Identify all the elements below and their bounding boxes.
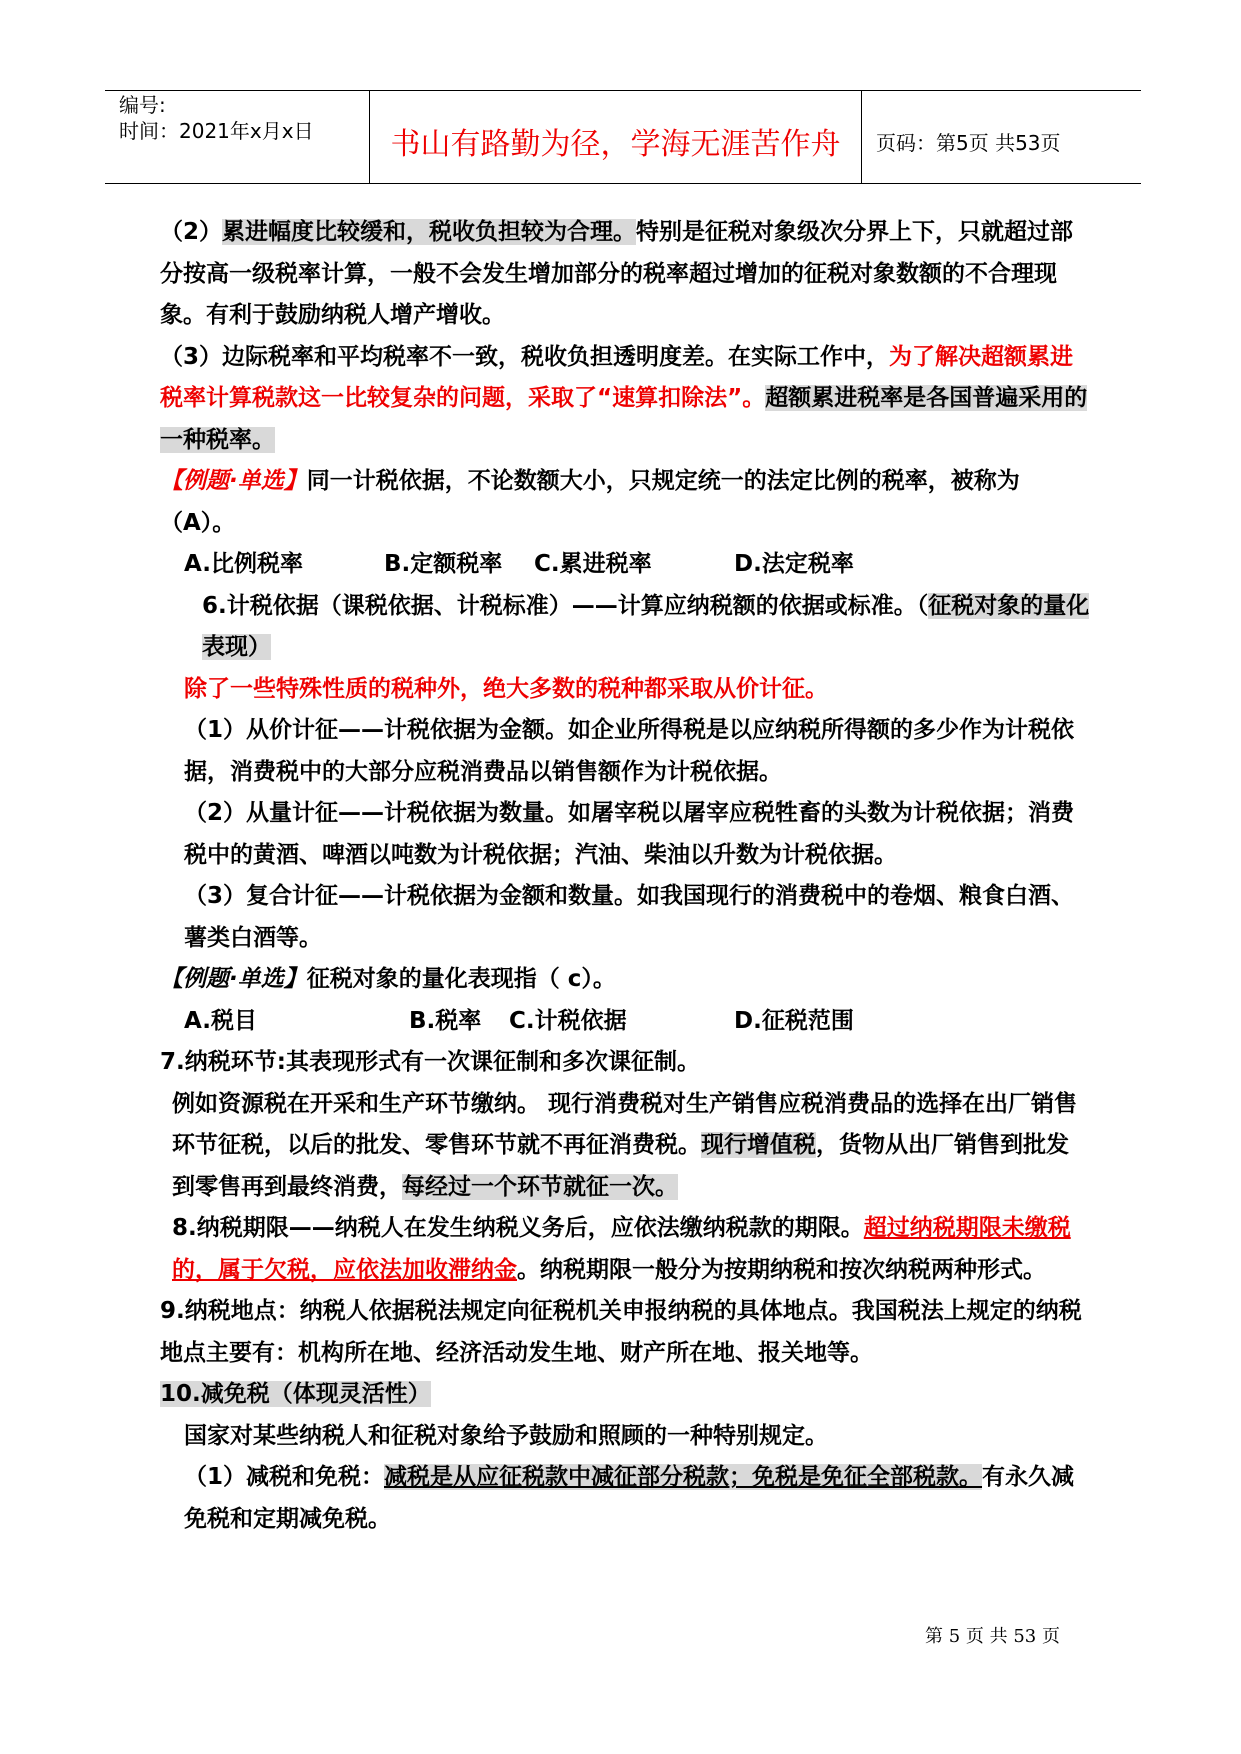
example-2-options <box>160 1001 1090 1043</box>
text-run: 例如资源税在开采和生产环节缴纳。 现行消费税对生产销售应税消费品的选择在出厂销售环节征税，以后的批发、零售环节就不再征消费税。 <box>172 1090 1078 1158</box>
paragraph-tax-relief-desc: 国家对某些纳税人和征税对象给予鼓励和照顾的一种特别规定。 <box>184 1422 828 1449</box>
text-run: ，货物从出厂销售到批发到零售再到最终消费， <box>172 1132 1069 1200</box>
highlighted-text: 超额累进税率是各国普遍采用的一种税率。 <box>160 385 1088 453</box>
document-time-label: 时间：2021年x月x日 <box>119 119 314 143</box>
example-tag: 【例题·单选】 <box>160 468 307 494</box>
option-a: A.税目 <box>184 1007 257 1034</box>
paragraph-ad-valorem: （1）从价计征——计税依据为金额。如企业所得税是以应纳税所得额的多少作为计税依据，消费税中的大部分应税消费品以销售额作为计税依据。 <box>184 717 1075 785</box>
text-run: （3）边际税率和平均税率不一致，税收负担透明度差。在实际工作中， <box>160 343 890 370</box>
option-d: D.法定税率 <box>734 551 854 577</box>
option-a: A.比例税率 <box>184 551 303 577</box>
example-question-2 <box>160 959 1090 1001</box>
page-header <box>105 90 1141 184</box>
text-run: 有永久减免税和定期减免税。 <box>184 1464 1075 1532</box>
text-run: 6.计税依据（课税依据、计税标准）——计算应纳税额的依据或标准。（ <box>202 592 929 619</box>
document-code-label: 编号: <box>119 93 166 117</box>
highlighted-text: 每经过一个环节就征一次。 <box>402 1173 678 1200</box>
highlighted-text: 10.减免税（体现灵活性） <box>160 1381 431 1407</box>
paragraph-tax-basis <box>160 586 1090 669</box>
option-b: B.定额税率 <box>384 551 503 577</box>
header-middle-cell <box>369 91 862 183</box>
document-body <box>160 212 1090 1540</box>
example-1-options <box>160 544 1090 586</box>
question-text: 征税对象的量化表现指（ c）。 <box>306 966 616 992</box>
text-run: 8.纳税期限——纳税人在发生纳税义务后，应依法缴纳税款的期限。 <box>172 1215 864 1241</box>
header-motto: 书山有路勤为径，学海无涯苦作舟 <box>390 127 841 162</box>
page-footer: 第 5 页 共 53 页 <box>925 1626 1060 1647</box>
paragraph-tax-link: 7.纳税环节:其表现形式有一次课征制和多次课征制。 <box>160 1049 700 1075</box>
red-underlined-text: 超过纳税期限未缴税的，属于欠税，应依法加收滞纳金 <box>172 1215 1071 1283</box>
paragraph-compound-duty: （3）复合计征——计税依据为金额和数量。如我国现行的消费税中的卷烟、粮食白酒、薯类白酒等。 <box>184 883 1075 951</box>
option-c: C.计税依据 <box>509 1007 627 1034</box>
highlighted-text: 累进幅度比较缓和，税收负担较为合理。 <box>222 219 637 245</box>
text-run: 特别是征税对象级次分界上下，只就超过部分按高一级税率计算，一般不会发生增加部分的税率超过增加的征税对象数额的不合理现象。有利于鼓励纳税人增产增收。 <box>160 219 1074 328</box>
paragraph-tax-relief-title <box>160 1374 1090 1416</box>
header-right-cell <box>862 91 1141 183</box>
option-c: C.累进税率 <box>534 551 652 577</box>
example-tag: 【例题·单选】 <box>160 966 307 992</box>
text-run: （2） <box>160 219 223 245</box>
example-question-1 <box>160 461 1090 544</box>
paragraph-progressive-rate-2 <box>160 212 1090 337</box>
question-text: 同一计税依据，不论数额大小，只规定统一的法定比例的税率，被称为（A）。 <box>160 468 1020 536</box>
paragraph-tax-place: 9.纳税地点：纳税人依据税法规定向征税机关申报纳税的具体地点。我国税法上规定的纳税地点主要有：机构所在地、经济活动发生地、财产所在地、报关地等。 <box>160 1298 1082 1366</box>
option-b: B.税率 <box>409 1007 482 1034</box>
header-left-cell <box>105 91 369 183</box>
paragraph-tax-reduction <box>160 1457 1090 1540</box>
text-run: 。纳税期限一般分为按期纳税和按次纳税两种形式。 <box>517 1256 1046 1283</box>
paragraph-tax-link-example <box>160 1084 1090 1209</box>
option-d: D.征税范围 <box>734 1007 854 1034</box>
paragraph-tax-period <box>160 1208 1090 1291</box>
paragraph-progressive-rate-3 <box>160 337 1090 462</box>
paragraph-ad-valorem-note: 除了一些特殊性质的税种外，绝大多数的税种都采取从价计征。 <box>184 675 828 702</box>
paragraph-specific-duty: （2）从量计征——计税依据为数量。如屠宰税以屠宰应税牲畜的头数为计税依据；消费税中的黄酒、啤酒以吨数为计税依据；汽油、柴油以升数为计税依据。 <box>184 800 1075 868</box>
header-page-info: 页码：第5页 共53页 <box>876 131 1061 155</box>
red-emphasis-text: 为了解决超额累进税率计算税款这一比较复杂的问题，采取了“速算扣除法”。 <box>160 343 1074 411</box>
highlighted-text: 征税对象的量化表现） <box>202 592 1090 660</box>
highlighted-underlined-text: 减税是从应征税款中减征部分税款；免税是免征全部税款。 <box>384 1464 983 1490</box>
text-run: （1）减税和免税： <box>184 1464 385 1490</box>
highlighted-text: 现行增值税 <box>701 1132 816 1158</box>
